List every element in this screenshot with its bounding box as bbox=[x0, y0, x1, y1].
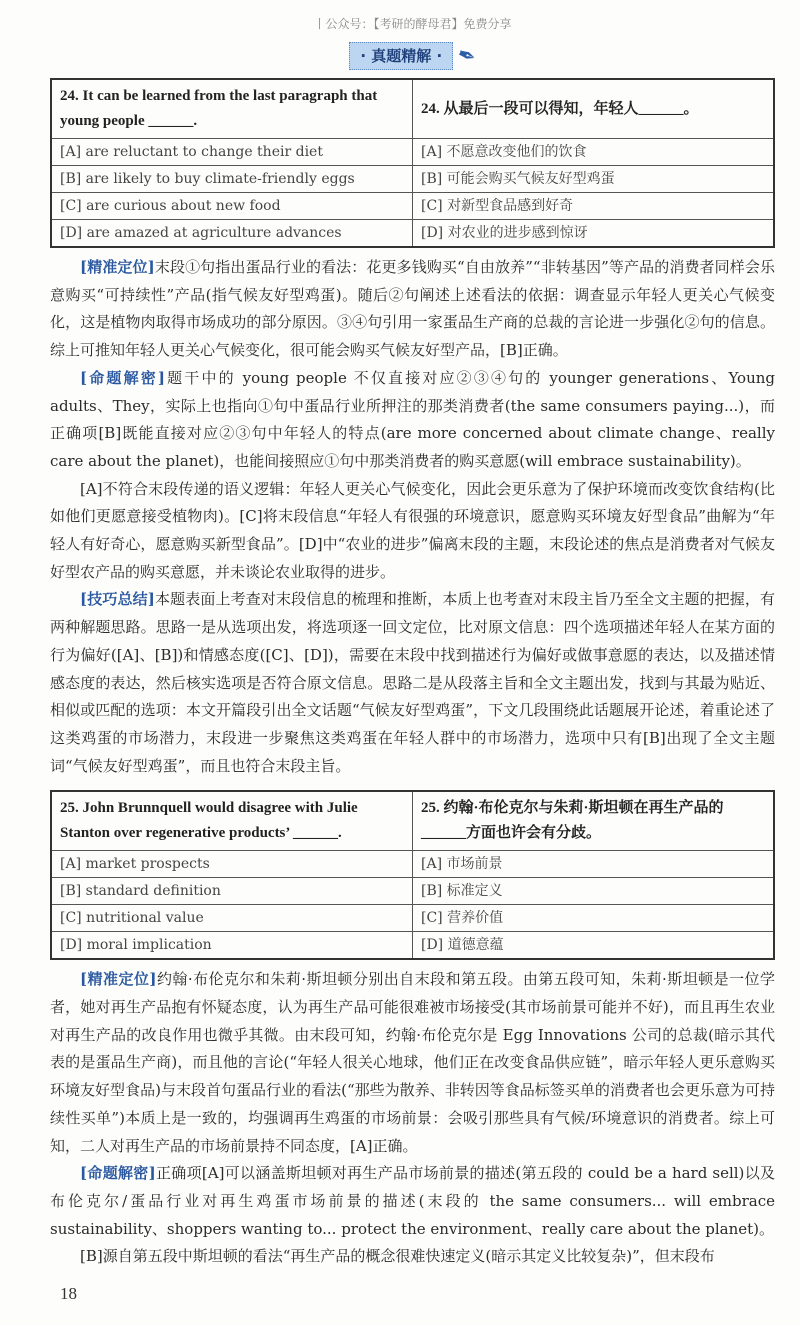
table-row bbox=[51, 220, 774, 248]
paragraph bbox=[50, 1160, 775, 1243]
q24-zh-stem: 24. 从最后一段可以得知，年轻人______。 bbox=[413, 79, 775, 139]
paragraph bbox=[50, 586, 775, 780]
table-row bbox=[51, 878, 774, 905]
q24-en-stem: 24. It can be learned from the last paragraph that young people ______. bbox=[51, 79, 413, 139]
pen-icon: ✒ bbox=[453, 41, 480, 71]
section-label: [命题解密] bbox=[80, 1164, 156, 1183]
table-row bbox=[51, 193, 774, 220]
question-24-table bbox=[50, 78, 775, 248]
option-zh: [C] 营养价值 bbox=[413, 905, 775, 932]
option-zh: [D] 对农业的进步感到惊讶 bbox=[413, 220, 775, 248]
q25-zh-stem: 25. 约翰·布伦克尔与朱莉·斯坦顿在再生产品的______方面也许会有分歧。 bbox=[413, 791, 775, 851]
table-row bbox=[51, 905, 774, 932]
option-zh: [D] 道德意蕴 bbox=[413, 932, 775, 960]
q24-explanation bbox=[50, 254, 775, 780]
option-en: [C] nutritional value bbox=[51, 905, 413, 932]
page-number: 18 bbox=[60, 1284, 77, 1304]
option-en: [A] are reluctant to change their diet bbox=[51, 139, 413, 166]
paragraph bbox=[50, 476, 775, 587]
table-row bbox=[51, 932, 774, 960]
section-label: [命题解密] bbox=[80, 368, 165, 387]
option-en: [C] are curious about new food bbox=[51, 193, 413, 220]
paragraph-text: 约翰·布伦克尔和朱莉·斯坦顿分别出自末段和第五段。由第五段可知，朱莉·斯坦顿是一位学者，她对再生产品抱有怀疑态度，认为再生产品可能很难被市场接受(其市场前景可能并不好)，而且再生农业对再生产品的改良作用也微乎其微。由末段可知，约翰·布伦克尔是 Egg Innovations 公司的总裁(暗示其代表的是蛋品生产商)，而且他的言论(“年轻人很关心地球，他们正在改变食品供应链”，暗示年轻人更乐意购买环境友好型食品)与末段首句蛋品行业的看法(“那些为散养、非转因等食品标签买单的消费者也会更乐意为可持续性买单”)本质上是一致的，均强调再生鸡蛋的市场前景：会吸引那些具有气候/环境意识的消费者。综上可知，二人对再生产品的市场前景持不同态度，[A]正确。 bbox=[50, 970, 775, 1155]
table-row bbox=[51, 166, 774, 193]
option-en: [D] are amazed at agriculture advances bbox=[51, 220, 413, 248]
section-badge: · 真题精解 · bbox=[349, 42, 453, 70]
paragraph bbox=[50, 254, 775, 365]
option-zh: [B] 标准定义 bbox=[413, 878, 775, 905]
q25-en-stem: 25. John Brunnquell would disagree with Julie Stanton over regenerative products’ ______. bbox=[51, 791, 413, 851]
paragraph bbox=[50, 1243, 775, 1271]
paragraph-text: 本题表面上考查对末段信息的梳理和推断，本质上也考查对末段主旨乃至全文主题的把握，有两种解题思路。思路一是从选项出发，将选项逐一回文定位，比对原文信息：四个选项描述年轻人在某方面的行为偏好([A]、[B])和情感态度([C]、[D])，需要在末段中找到描述行为偏好或做事意愿的表达，以及描述情感态度的表达，然后核实选项是否符合原文信息。思路二是从段落主旨和全文主题出发，找到与其最为贴近、相似或匹配的选项：本文开篇段引出全文话题“气候友好型鸡蛋”，下文几段围绕此话题展开论述，着重论述了这类鸡蛋的市场潜力，末段进一步聚焦这类鸡蛋在年轻人群中的市场潜力，选项中只有[B]出现了全文主题词“气候友好型鸡蛋”，而且也符合末段主旨。 bbox=[50, 590, 775, 775]
paragraph bbox=[50, 365, 775, 476]
option-zh: [A] 不愿意改变他们的饮食 bbox=[413, 139, 775, 166]
option-en: [B] are likely to buy climate-friendly eggs bbox=[51, 166, 413, 193]
paragraph bbox=[50, 966, 775, 1160]
q25-explanation bbox=[50, 966, 775, 1271]
option-en: [A] market prospects bbox=[51, 851, 413, 878]
option-zh: [A] 市场前景 bbox=[413, 851, 775, 878]
option-en: [D] moral implication bbox=[51, 932, 413, 960]
option-en: [B] standard definition bbox=[51, 878, 413, 905]
paragraph-text: [B]源自第五段中斯坦顿的看法“再生产品的概念很难快速定义(暗示其定义比较复杂)”，但末段布 bbox=[80, 1247, 715, 1266]
option-zh: [C] 对新型食品感到好奇 bbox=[413, 193, 775, 220]
paragraph-text: 正确项[A]可以涵盖斯坦顿对再生产品市场前景的描述(第五段的 could be a hard sell)以及布伦克尔/蛋品行业对再生鸡蛋市场前景的描述(末段的 the same consumers... will embrace sustainability、shoppers wanting to... protect the environment、really care about the planet)。 bbox=[50, 1164, 776, 1238]
paragraph-text: 题干中的 young people 不仅直接对应②③④句的 younger generations、Young adults、They，实际上也指向①句中蛋品行业所押注的那类消费者(the same consumers paying...)，而正确项[B]既能直接对应②③句中年轻人的特点(are more concerned about climate change、really care about the planet)，也能间接照应①句中那类消费者的购买意愿(will embrace sustainability)。 bbox=[50, 368, 775, 470]
paragraph-text: [A]不符合末段传递的语义逻辑：年轻人更关心气候变化，因此会更乐意为了保护环境而改变饮食结构(比如他们更愿意接受植物肉)。[C]将末段信息“年轻人有很强的环境意识，愿意购买环境友好型食品”曲解为“年轻人有好奇心，愿意购买新型食品”。[D]中“农业的进步”偏离末段的主题，末段论述的焦点是消费者对气候友好型农产品的购买意愿，并未谈论农业取得的进步。 bbox=[50, 479, 775, 581]
paragraph-text: 末段①句指出蛋品行业的看法：花更多钱购买“自由放养”“非转基因”等产品的消费者同样会乐意购买“可持续性”产品(指气候友好型鸡蛋)。随后②句阐述上述看法的依据：调查显示年轻人更关心气候变化，这是植物肉取得市场成功的部分原因。③④句引用一家蛋品生产商的总裁的言论进一步强化②句的信息。综上可推知年轻人更关心气候变化，很可能会购买气候友好型产品，[B]正确。 bbox=[50, 258, 775, 360]
question-25-table bbox=[50, 790, 775, 960]
table-row bbox=[51, 851, 774, 878]
section-header bbox=[50, 42, 775, 70]
table-row bbox=[51, 139, 774, 166]
option-zh: [B] 可能会购买气候友好型鸡蛋 bbox=[413, 166, 775, 193]
section-label: [精准定位] bbox=[80, 970, 157, 989]
watermark: 丨公众号：【考研的酵母君】免费分享 bbox=[313, 17, 512, 31]
section-label: [技巧总结] bbox=[80, 590, 155, 609]
section-label: [精准定位] bbox=[80, 258, 155, 276]
